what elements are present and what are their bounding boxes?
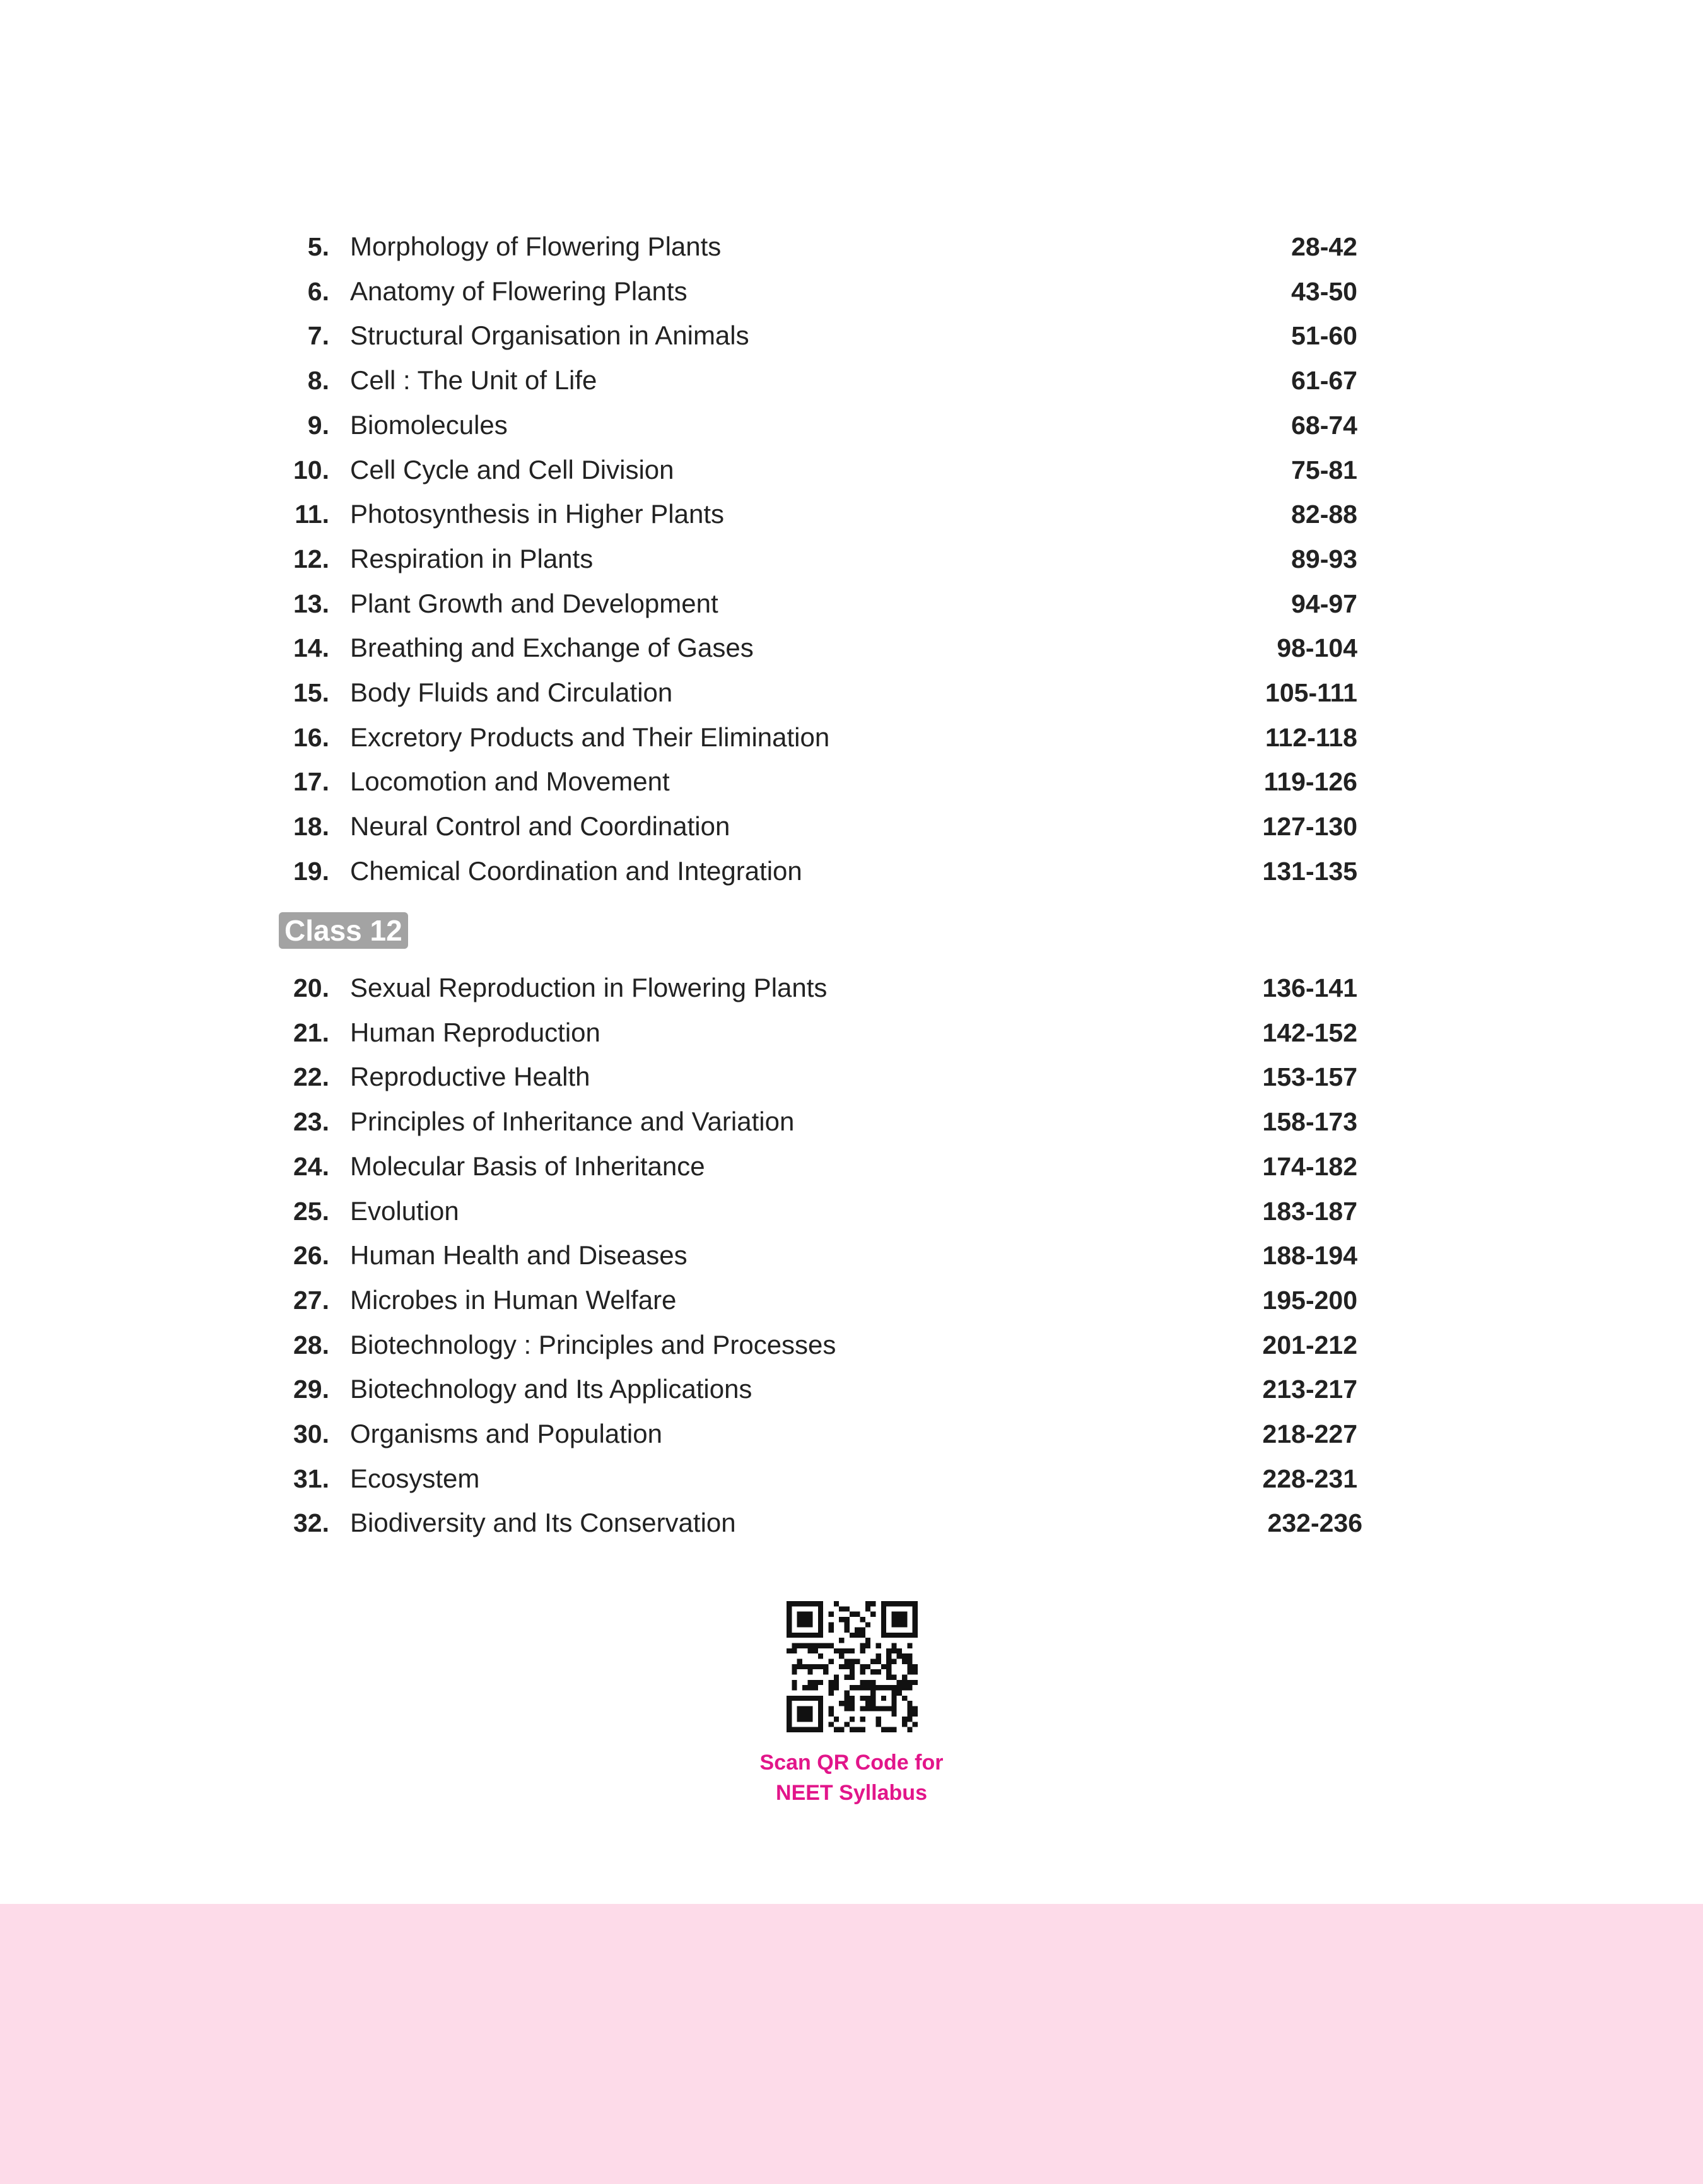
chapter-pages: 136-141 <box>1262 973 1357 1002</box>
chapter-number: 29. <box>293 1375 329 1404</box>
chapter-row[interactable] <box>0 403 1703 447</box>
chapter-row[interactable] <box>0 1011 1703 1055</box>
chapter-row[interactable] <box>0 966 1703 1010</box>
chapter-title: Ecosystem <box>350 1463 480 1493</box>
chapter-row[interactable] <box>0 1278 1703 1322</box>
chapter-number: 9. <box>307 410 329 440</box>
chapter-title: Sexual Reproduction in Flowering Plants <box>350 973 828 1002</box>
chapter-title: Evolution <box>350 1195 459 1226</box>
chapter-number: 12. <box>293 544 329 573</box>
chapter-pages: 112-118 <box>1265 722 1357 752</box>
chapter-row[interactable] <box>0 626 1703 670</box>
chapter-number: 18. <box>293 812 329 842</box>
chapter-number: 20. <box>293 973 329 1002</box>
chapter-row[interactable] <box>0 1457 1703 1501</box>
chapter-title: Biotechnology and Its Applications <box>350 1374 752 1404</box>
chapter-title: Biomolecules <box>350 409 508 440</box>
chapter-pages: 127-130 <box>1262 812 1357 842</box>
chapter-row[interactable] <box>0 1144 1703 1189</box>
chapter-number: 17. <box>293 767 329 797</box>
chapter-number: 14. <box>293 633 329 663</box>
chapter-title: Cell Cycle and Cell Division <box>350 454 674 484</box>
chapter-row[interactable] <box>0 314 1703 358</box>
chapter-title: Structural Organisation in Animals <box>350 320 749 351</box>
chapter-row[interactable] <box>0 582 1703 626</box>
chapter-row[interactable] <box>0 1100 1703 1144</box>
chapter-row[interactable] <box>0 1367 1703 1411</box>
chapter-title: Plant Growth and Development <box>350 588 718 618</box>
qr-caption-line-1: Scan QR Code for <box>759 1751 944 1775</box>
chapter-number: 13. <box>293 589 329 618</box>
chapter-title: Principles of Inheritance and Variation <box>350 1107 795 1137</box>
chapter-title: Excretory Products and Their Elimination <box>350 722 830 752</box>
chapter-title: Body Fluids and Circulation <box>350 678 673 707</box>
chapter-title: Biotechnology : Principles and Processes <box>350 1329 836 1359</box>
chapter-title: Anatomy of Flowering Plants <box>350 276 688 306</box>
chapter-row[interactable] <box>0 1189 1703 1233</box>
chapter-number: 21. <box>293 1018 329 1047</box>
chapter-pages: 94-97 <box>1291 589 1357 618</box>
chapter-pages: 82-88 <box>1291 500 1357 529</box>
chapter-pages: 174-182 <box>1262 1151 1357 1181</box>
chapter-row[interactable] <box>0 804 1703 848</box>
chapter-title: Breathing and Exchange of Gases <box>350 633 754 663</box>
chapter-number: 7. <box>307 321 329 351</box>
chapter-number: 15. <box>293 678 329 707</box>
chapter-title: Chemical Coordination and Integration <box>350 855 802 886</box>
chapter-pages: 188-194 <box>1262 1241 1357 1271</box>
chapter-number: 6. <box>307 276 329 306</box>
chapter-number: 5. <box>307 232 329 261</box>
chapter-pages: 228-231 <box>1262 1464 1357 1493</box>
chapter-row[interactable] <box>0 448 1703 492</box>
chapter-title: Locomotion and Movement <box>350 766 670 797</box>
chapter-number: 16. <box>293 722 329 752</box>
chapter-row[interactable] <box>0 849 1703 893</box>
chapter-title: Cell : The Unit of Life <box>350 365 597 396</box>
chapter-pages: 51-60 <box>1291 321 1357 351</box>
chapter-pages: 89-93 <box>1291 544 1357 573</box>
chapter-number: 19. <box>293 856 329 886</box>
chapter-number: 23. <box>293 1107 329 1137</box>
chapter-pages: 153-157 <box>1262 1062 1357 1092</box>
chapter-number: 11. <box>295 500 329 529</box>
chapter-row[interactable] <box>0 1501 1703 1545</box>
chapter-title: Neural Control and Coordination <box>350 811 730 842</box>
chapter-title: Biodiversity and Its Conservation <box>350 1508 736 1538</box>
qr-code-icon[interactable] <box>787 1601 918 1732</box>
chapter-pages: 131-135 <box>1262 856 1357 886</box>
chapter-number: 24. <box>293 1151 329 1181</box>
chapter-row[interactable] <box>0 715 1703 760</box>
chapter-pages: 183-187 <box>1262 1196 1357 1226</box>
chapter-pages: 195-200 <box>1262 1285 1357 1315</box>
qr-caption-line-2: NEET Syllabus <box>776 1781 927 1805</box>
chapter-title: Microbes in Human Welfare <box>350 1284 677 1315</box>
chapter-number: 25. <box>293 1196 329 1226</box>
chapter-pages: 105-111 <box>1265 678 1357 707</box>
chapter-row[interactable] <box>0 225 1703 269</box>
chapter-title: Molecular Basis of Inheritance <box>350 1151 705 1181</box>
chapter-number: 31. <box>293 1464 329 1493</box>
chapter-number: 26. <box>293 1241 329 1271</box>
chapter-row[interactable] <box>0 1412 1703 1456</box>
chapter-row[interactable] <box>0 537 1703 581</box>
chapter-title: Human Health and Diseases <box>350 1240 688 1271</box>
chapter-row[interactable] <box>0 1323 1703 1367</box>
chapter-pages: 232-236 <box>1267 1508 1362 1538</box>
chapter-title: Photosynthesis in Higher Plants <box>350 499 724 529</box>
chapter-pages: 43-50 <box>1291 276 1357 306</box>
chapter-pages: 158-173 <box>1262 1107 1357 1137</box>
chapter-pages: 201-212 <box>1262 1330 1357 1359</box>
chapter-title: Morphology of Flowering Plants <box>350 232 722 261</box>
chapter-pages: 68-74 <box>1291 410 1357 440</box>
chapter-title: Organisms and Population <box>350 1419 662 1448</box>
chapter-row[interactable] <box>0 269 1703 314</box>
chapter-pages: 75-81 <box>1291 455 1357 484</box>
chapter-pages: 218-227 <box>1262 1419 1357 1448</box>
chapter-pages: 213-217 <box>1262 1375 1357 1404</box>
chapter-number: 30. <box>293 1419 329 1448</box>
chapter-row[interactable] <box>0 1233 1703 1277</box>
chapter-title: Human Reproduction <box>350 1017 600 1047</box>
chapter-pages: 119-126 <box>1263 767 1357 797</box>
chapter-number: 8. <box>307 366 329 396</box>
chapter-row[interactable] <box>0 760 1703 804</box>
chapter-row[interactable] <box>0 492 1703 536</box>
footer-band <box>0 1904 1703 2184</box>
chapter-number: 32. <box>293 1508 329 1538</box>
chapter-pages: 28-42 <box>1291 232 1357 261</box>
chapter-pages: 142-152 <box>1262 1018 1357 1047</box>
chapter-number: 22. <box>293 1062 329 1092</box>
chapter-number: 28. <box>293 1330 329 1359</box>
chapter-row[interactable] <box>0 1055 1703 1099</box>
chapter-row[interactable] <box>0 358 1703 402</box>
qr-caption <box>725 1747 978 1808</box>
chapter-title: Respiration in Plants <box>350 543 594 573</box>
chapter-title: Reproductive Health <box>350 1062 590 1092</box>
chapter-number: 10. <box>293 455 329 484</box>
chapter-row[interactable] <box>0 671 1703 715</box>
chapter-number: 27. <box>293 1285 329 1315</box>
class-12-heading: Class 12 <box>279 912 408 949</box>
chapter-pages: 98-104 <box>1277 633 1357 663</box>
chapter-pages: 61-67 <box>1291 366 1357 396</box>
